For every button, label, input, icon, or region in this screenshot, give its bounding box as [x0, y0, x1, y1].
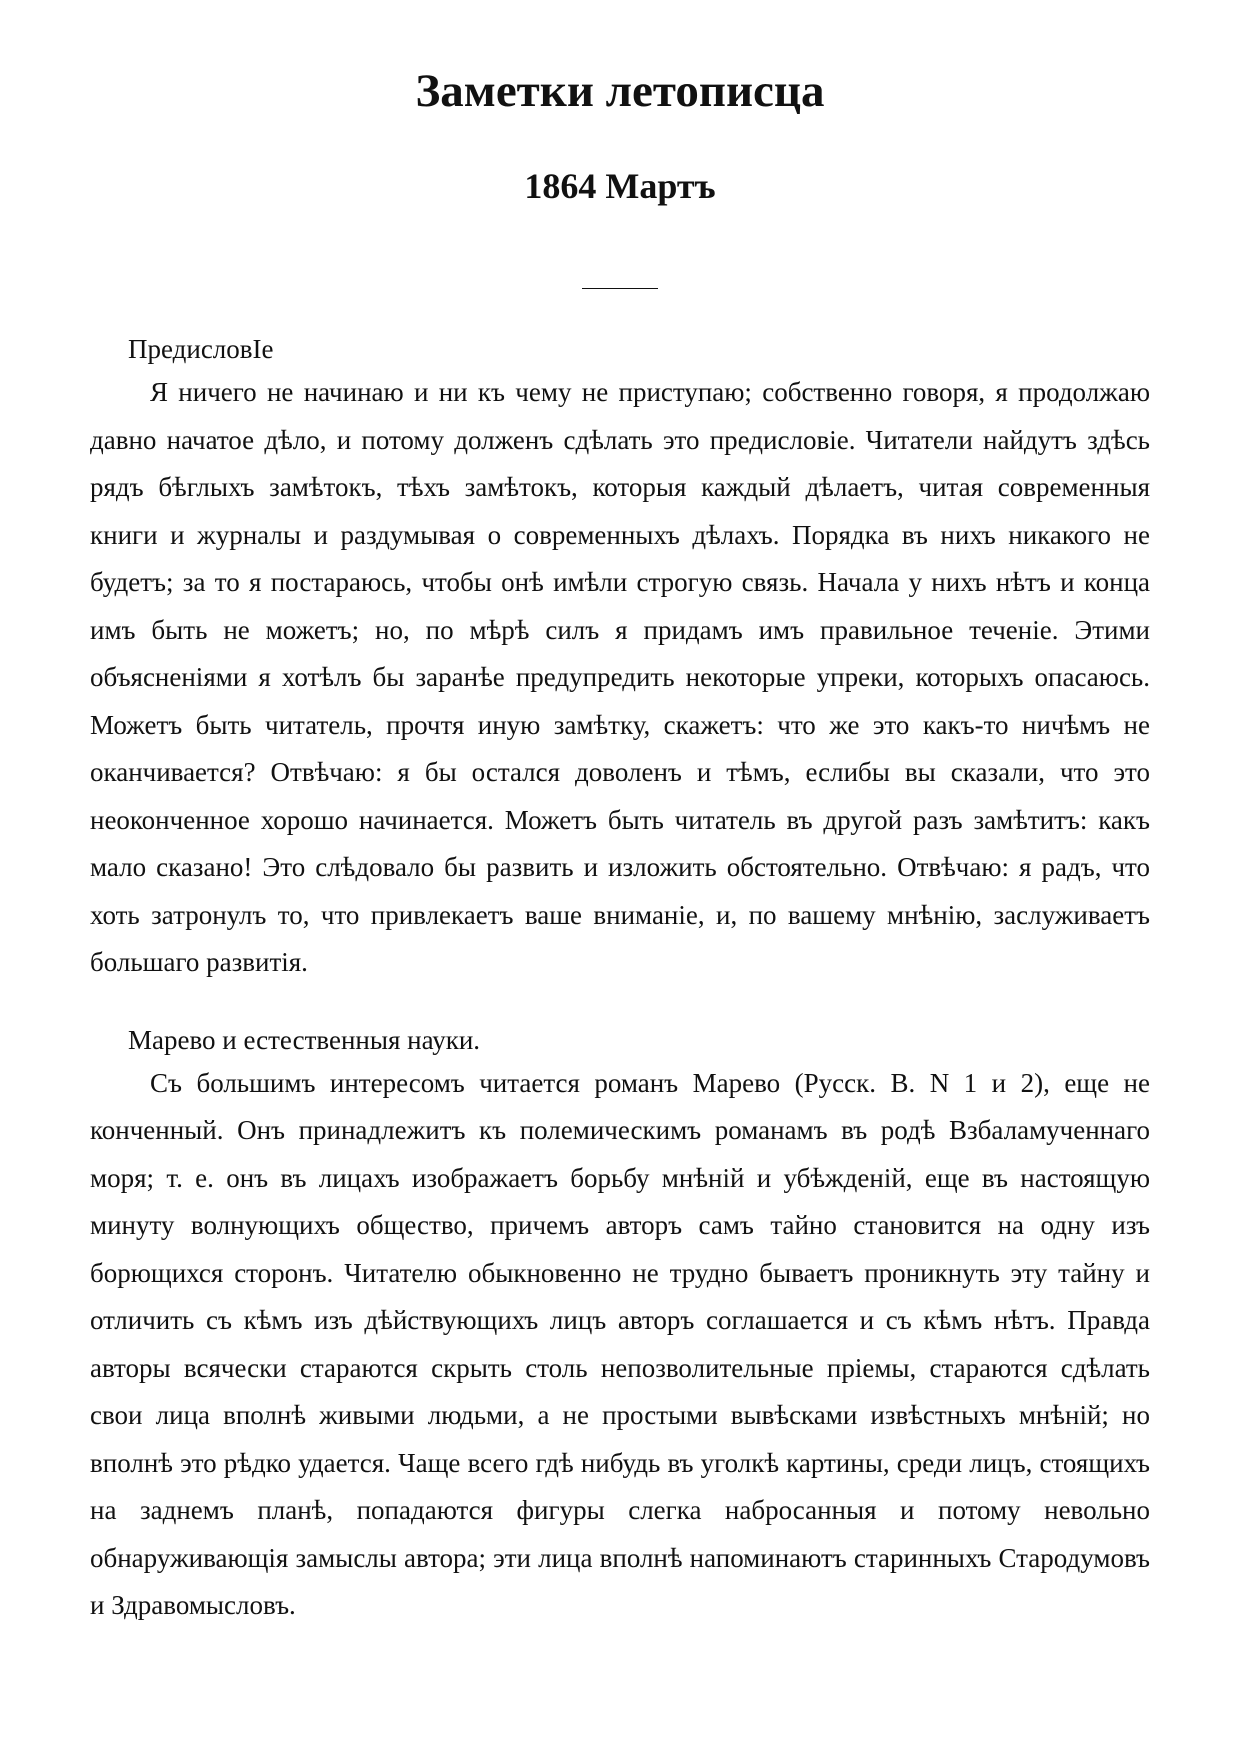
- title-divider: [582, 288, 658, 289]
- section-heading: ПредисловІе: [128, 334, 274, 364]
- document-date-subtitle: 1864 Мартъ: [524, 166, 716, 206]
- section-paragraph: Съ большимъ интересомъ читается романъ Марево (Русск. В. N 1 и 2), еще не конченный. Онъ принадлежитъ къ полемическимъ романамъ въ родѣ Взбаламученнаго моря; т. е. онъ въ лицахъ изображаетъ борьбу мнѣній и убѣжденій, еще въ настоящую минуту волнующихъ общество, причемъ авторъ самъ тайно становится на одну изъ борющихся сторонъ. Читателю обыкновенно не трудно бываетъ проникнуть эту тайну и отличить съ кѣмъ изъ дѣйствующихъ лицъ авторъ соглашается и съ кѣмъ нѣтъ. Правда авторы всячески стараются скрыть столь непозволительные пріемы, стараются сдѣлать свои лица вполнѣ живыми людьми, а не простыми вывѣсками извѣстныхъ мнѣній; но вполнѣ это рѣдко удается. Чаще всего гдѣ нибудь въ уголкѣ картины, среди лицъ, стоящихъ на заднемъ планѣ, попадаются фигуры слегка набросанныя и потому невольно обнаруживающія замыслы автора; эти лица вполнѣ напоминаютъ старинныхъ Стародумовъ и Здравомысловъ.: [90, 1067, 1150, 1620]
- section-marevo: [90, 1020, 1150, 1630]
- section-preface: [90, 329, 1150, 987]
- document-title: Заметки летописца: [415, 65, 825, 117]
- section-heading: Марево и естественныя науки.: [128, 1024, 481, 1055]
- document-page: [90, 0, 1150, 1630]
- section-paragraph: Я ничего не начинаю и ни къ чему не приступаю; собственно говоря, я продолжаю давно начатое дѣло, и потому долженъ сдѣлать это предисловіе. Читатели найдутъ здѣсь рядъ бѣглыхъ замѣтокъ, тѣхъ замѣтокъ, которыя каждый дѣлаетъ, читая современныя книги и журналы и раздумывая о современныхъ дѣлахъ. Порядка въ нихъ никакого не будетъ; за то я постараюсь, чтобы онѣ имѣли строгую связь. Начала у нихъ нѣтъ и конца имъ быть не можетъ; но, по мѣрѣ силъ я придамъ имъ правильное теченіе. Этими объясненіями я хотѣлъ бы заранѣе предупредить некоторые упреки, которыхъ опасаюсь. Можетъ быть читатель, прочтя иную замѣтку, скажетъ: что же это какъ-то ничѣмъ не оканчивается? Отвѣчаю: я бы остался доволенъ и тѣмъ, еслибы вы сказали, что это неоконченное хорошо начинается. Можетъ быть читатель въ другой разъ замѣтитъ: какъ мало сказано! Это слѣдовало бы развить и изложить обстоятельно. Отвѣчаю: я радъ, что хоть затронулъ то, что привлекаетъ ваше вниманіе, и, по вашему мнѣнію, заслуживаетъ большаго развитія.: [90, 377, 1150, 977]
